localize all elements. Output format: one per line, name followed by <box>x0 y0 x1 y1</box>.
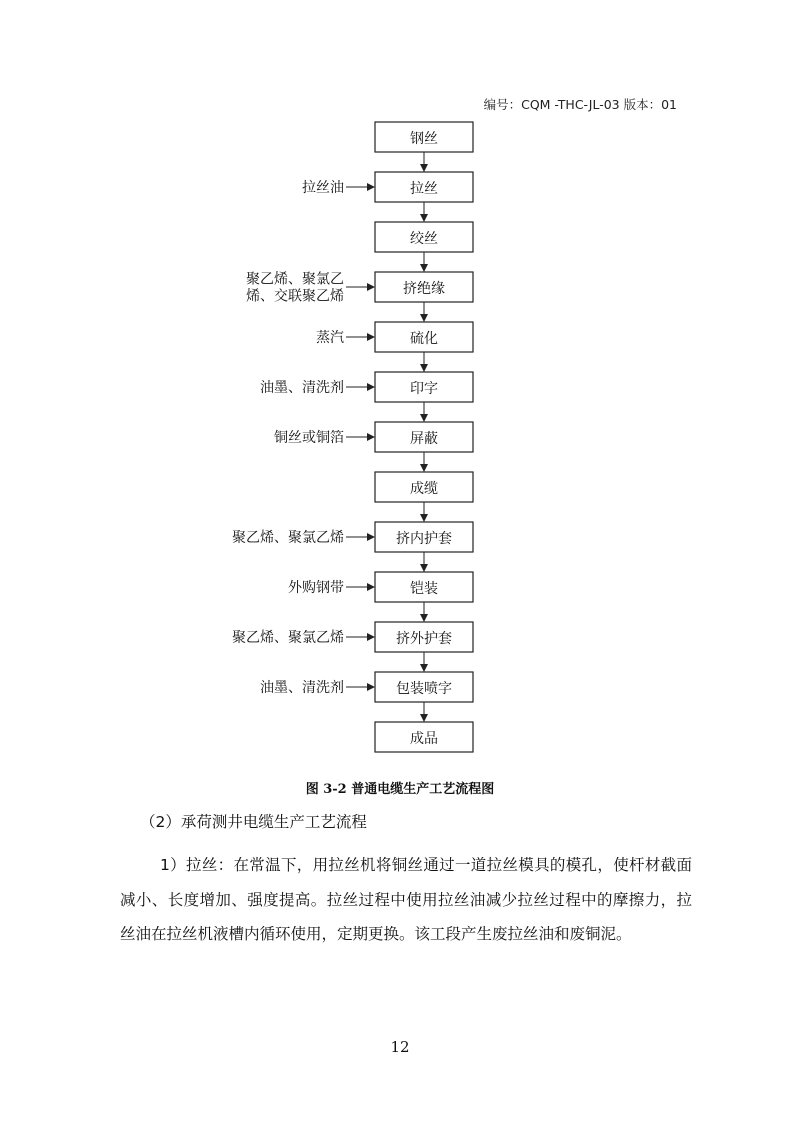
input-material-label: 聚乙烯、聚氯乙烯 <box>232 530 344 546</box>
input-material-label: 外购钢带 <box>288 580 344 596</box>
input-material-label: 聚乙烯、聚氯乙烯 <box>232 630 344 646</box>
process-step-label: 硫化 <box>410 331 438 347</box>
figure-caption: 图 3-2 普通电缆生产工艺流程图 <box>305 782 495 797</box>
process-step-label: 钢丝 <box>410 131 438 147</box>
input-material-label: 油墨、清洗剂 <box>260 680 344 696</box>
body-paragraph: 1）拉丝：在常温下，用拉丝机将铜丝通过一道拉丝模具的模孔，使杆材截面减小、长度增加、强度提高。拉丝过程中使用拉丝油减少拉丝过程中的摩擦力，拉丝油在拉丝机液槽内循环使用，定期更换。该工段产生废拉丝油和废铜泥。 <box>120 856 692 943</box>
input-material-label: 油墨、清洗剂 <box>260 380 344 396</box>
process-step-label: 成品 <box>410 731 438 747</box>
input-material-label: 烯、交联聚乙烯 <box>246 288 344 305</box>
input-material-label: 拉丝油 <box>302 180 344 196</box>
process-step-label: 屏蔽 <box>410 431 438 447</box>
input-material-label: 蒸汽 <box>316 330 344 346</box>
page-number: 12 <box>390 1038 410 1056</box>
input-material-label: 聚乙烯、聚氯乙 <box>246 271 344 288</box>
process-step-label: 拉丝 <box>410 181 438 197</box>
process-step-label: 挤内护套 <box>396 531 452 547</box>
process-step-label: 印字 <box>410 381 438 397</box>
input-material-label: 铜丝或铜箔 <box>274 430 344 446</box>
process-step-label: 挤外护套 <box>396 631 452 647</box>
document-number: 编号：CQM -THC-JL-03 版本：01 <box>483 97 677 112</box>
process-step-label: 绞丝 <box>410 231 438 247</box>
section-heading: （2）承荷测井电缆生产工艺流程 <box>140 813 367 831</box>
process-step-label: 包装喷字 <box>396 681 452 697</box>
process-step-label: 成缆 <box>410 481 438 497</box>
process-step-label: 铠装 <box>410 581 438 597</box>
process-step-label: 挤绝缘 <box>403 281 445 297</box>
